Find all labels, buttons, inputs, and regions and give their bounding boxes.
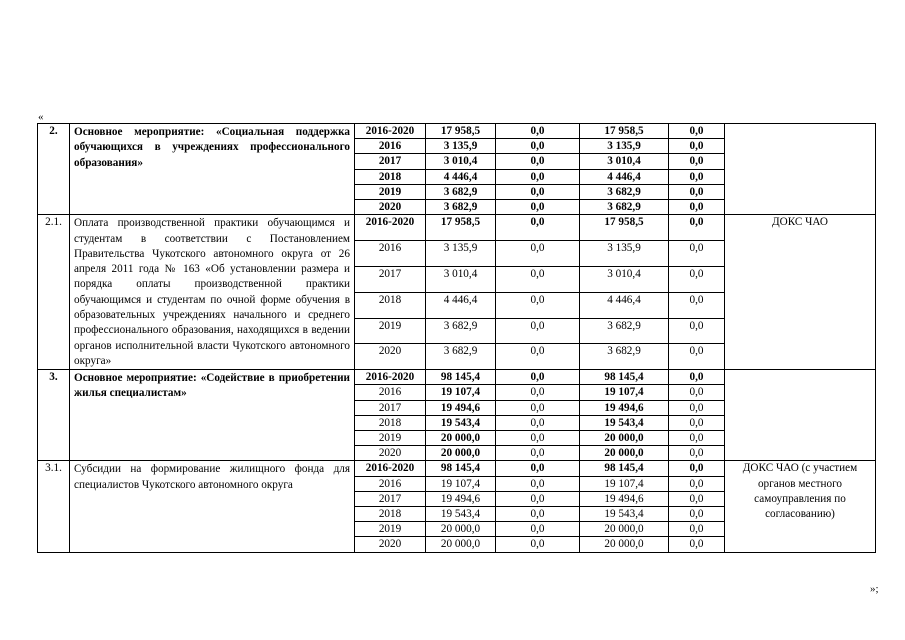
regional-cell: 3 682,9 — [580, 344, 669, 370]
year-cell: 2017 — [355, 491, 426, 506]
regional-cell: 98 145,4 — [580, 370, 669, 385]
regional-cell: 19 543,4 — [580, 415, 669, 430]
federal-cell: 0,0 — [496, 537, 580, 552]
year-cell: 2019 — [355, 184, 426, 199]
year-cell: 2016 — [355, 476, 426, 491]
year-cell: 2016-2020 — [355, 124, 426, 139]
responsible-executor — [725, 124, 876, 215]
other-cell: 0,0 — [669, 385, 725, 400]
table-row — [38, 461, 876, 476]
other-cell: 0,0 — [669, 370, 725, 385]
federal-cell: 0,0 — [496, 215, 580, 241]
total-cell: 20 000,0 — [426, 522, 496, 537]
year-cell: 2017 — [355, 154, 426, 169]
federal-cell: 0,0 — [496, 461, 580, 476]
table-row — [38, 370, 876, 385]
federal-cell: 0,0 — [496, 154, 580, 169]
regional-cell: 3 010,4 — [580, 266, 669, 292]
year-cell: 2016 — [355, 241, 426, 267]
budget-table — [37, 123, 876, 553]
total-cell: 3 682,9 — [426, 184, 496, 199]
year-cell: 2020 — [355, 344, 426, 370]
other-cell: 0,0 — [669, 169, 725, 184]
total-cell: 98 145,4 — [426, 461, 496, 476]
year-cell: 2017 — [355, 266, 426, 292]
regional-cell: 4 446,4 — [580, 169, 669, 184]
federal-cell: 0,0 — [496, 139, 580, 154]
total-cell: 20 000,0 — [426, 446, 496, 461]
other-cell: 0,0 — [669, 154, 725, 169]
year-cell: 2018 — [355, 169, 426, 184]
year-cell: 2018 — [355, 415, 426, 430]
total-cell: 20 000,0 — [426, 537, 496, 552]
other-cell: 0,0 — [669, 415, 725, 430]
federal-cell: 0,0 — [496, 184, 580, 199]
table-row — [38, 124, 876, 139]
other-cell: 0,0 — [669, 184, 725, 199]
total-cell: 19 107,4 — [426, 385, 496, 400]
total-cell: 19 543,4 — [426, 507, 496, 522]
other-cell: 0,0 — [669, 537, 725, 552]
total-cell: 3 010,4 — [426, 154, 496, 169]
federal-cell: 0,0 — [496, 431, 580, 446]
regional-cell: 19 494,6 — [580, 400, 669, 415]
item-number: 2. — [38, 124, 70, 215]
regional-cell: 3 682,9 — [580, 318, 669, 344]
regional-cell: 17 958,5 — [580, 124, 669, 139]
federal-cell: 0,0 — [496, 318, 580, 344]
federal-cell: 0,0 — [496, 415, 580, 430]
total-cell: 3 010,4 — [426, 266, 496, 292]
year-cell: 2016 — [355, 385, 426, 400]
federal-cell: 0,0 — [496, 200, 580, 215]
year-cell: 2020 — [355, 200, 426, 215]
closing-quote: »; — [870, 583, 879, 595]
item-description: Субсидии на формирование жилищного фонда для специалистов Чукотского автономного округа — [70, 461, 355, 552]
other-cell: 0,0 — [669, 266, 725, 292]
other-cell: 0,0 — [669, 344, 725, 370]
regional-cell: 20 000,0 — [580, 431, 669, 446]
responsible-executor — [725, 370, 876, 461]
federal-cell: 0,0 — [496, 400, 580, 415]
year-cell: 2019 — [355, 522, 426, 537]
regional-cell: 98 145,4 — [580, 461, 669, 476]
regional-cell: 3 010,4 — [580, 154, 669, 169]
total-cell: 3 682,9 — [426, 200, 496, 215]
item-number: 2.1. — [38, 215, 70, 370]
total-cell: 4 446,4 — [426, 292, 496, 318]
other-cell: 0,0 — [669, 124, 725, 139]
total-cell: 19 543,4 — [426, 415, 496, 430]
federal-cell: 0,0 — [496, 344, 580, 370]
other-cell: 0,0 — [669, 476, 725, 491]
regional-cell: 3 135,9 — [580, 241, 669, 267]
opening-quote: « — [38, 111, 44, 123]
federal-cell: 0,0 — [496, 446, 580, 461]
year-cell: 2017 — [355, 400, 426, 415]
federal-cell: 0,0 — [496, 507, 580, 522]
total-cell: 3 682,9 — [426, 344, 496, 370]
total-cell: 3 682,9 — [426, 318, 496, 344]
federal-cell: 0,0 — [496, 522, 580, 537]
other-cell: 0,0 — [669, 507, 725, 522]
federal-cell: 0,0 — [496, 169, 580, 184]
year-cell: 2019 — [355, 318, 426, 344]
year-cell: 2018 — [355, 292, 426, 318]
other-cell: 0,0 — [669, 215, 725, 241]
year-cell: 2020 — [355, 446, 426, 461]
total-cell: 4 446,4 — [426, 169, 496, 184]
other-cell: 0,0 — [669, 400, 725, 415]
regional-cell: 19 107,4 — [580, 476, 669, 491]
other-cell: 0,0 — [669, 491, 725, 506]
federal-cell: 0,0 — [496, 292, 580, 318]
other-cell: 0,0 — [669, 522, 725, 537]
federal-cell: 0,0 — [496, 241, 580, 267]
regional-cell: 19 543,4 — [580, 507, 669, 522]
total-cell: 19 494,6 — [426, 491, 496, 506]
item-description: Основное мероприятие: «Содействие в приобретении жилья специалистам» — [70, 370, 355, 461]
total-cell: 17 958,5 — [426, 124, 496, 139]
year-cell: 2018 — [355, 507, 426, 522]
other-cell: 0,0 — [669, 292, 725, 318]
other-cell: 0,0 — [669, 139, 725, 154]
responsible-executor: ДОКС ЧАО (с участием органов местного самоуправления по согласованию) — [725, 461, 876, 552]
year-cell: 2016-2020 — [355, 215, 426, 241]
regional-cell: 3 682,9 — [580, 184, 669, 199]
year-cell: 2016 — [355, 139, 426, 154]
regional-cell: 19 494,6 — [580, 491, 669, 506]
federal-cell: 0,0 — [496, 124, 580, 139]
total-cell: 19 494,6 — [426, 400, 496, 415]
other-cell: 0,0 — [669, 446, 725, 461]
responsible-executor: ДОКС ЧАО — [725, 215, 876, 370]
other-cell: 0,0 — [669, 241, 725, 267]
regional-cell: 20 000,0 — [580, 537, 669, 552]
other-cell: 0,0 — [669, 431, 725, 446]
year-cell: 2016-2020 — [355, 461, 426, 476]
regional-cell: 19 107,4 — [580, 385, 669, 400]
regional-cell: 3 135,9 — [580, 139, 669, 154]
other-cell: 0,0 — [669, 200, 725, 215]
table-row — [38, 215, 876, 241]
other-cell: 0,0 — [669, 461, 725, 476]
year-cell: 2019 — [355, 431, 426, 446]
federal-cell: 0,0 — [496, 476, 580, 491]
regional-cell: 20 000,0 — [580, 446, 669, 461]
regional-cell: 17 958,5 — [580, 215, 669, 241]
regional-cell: 4 446,4 — [580, 292, 669, 318]
federal-cell: 0,0 — [496, 385, 580, 400]
item-number: 3.1. — [38, 461, 70, 552]
regional-cell: 3 682,9 — [580, 200, 669, 215]
other-cell: 0,0 — [669, 318, 725, 344]
item-number: 3. — [38, 370, 70, 461]
total-cell: 98 145,4 — [426, 370, 496, 385]
item-description: Оплата производственной практики обучающимся и студентам в соответствии с Постановлением Правительства Чукотского автономного округа от 26 апреля 2011 года № 163 «Об установлении размера и порядка оплаты производственной практики обучающимся и студентам по очной форме обучения в образовательных учреждениях начального и среднего профессионального образования, находящихся в ведении органов исполнительной власти Чукотского автономного округа» — [70, 215, 355, 370]
total-cell: 3 135,9 — [426, 139, 496, 154]
federal-cell: 0,0 — [496, 491, 580, 506]
year-cell: 2016-2020 — [355, 370, 426, 385]
year-cell: 2020 — [355, 537, 426, 552]
federal-cell: 0,0 — [496, 266, 580, 292]
federal-cell: 0,0 — [496, 370, 580, 385]
total-cell: 17 958,5 — [426, 215, 496, 241]
total-cell: 3 135,9 — [426, 241, 496, 267]
total-cell: 19 107,4 — [426, 476, 496, 491]
item-description: Основное мероприятие: «Социальная поддержка обучающихся в учреждениях профессионального образования» — [70, 124, 355, 215]
total-cell: 20 000,0 — [426, 431, 496, 446]
regional-cell: 20 000,0 — [580, 522, 669, 537]
